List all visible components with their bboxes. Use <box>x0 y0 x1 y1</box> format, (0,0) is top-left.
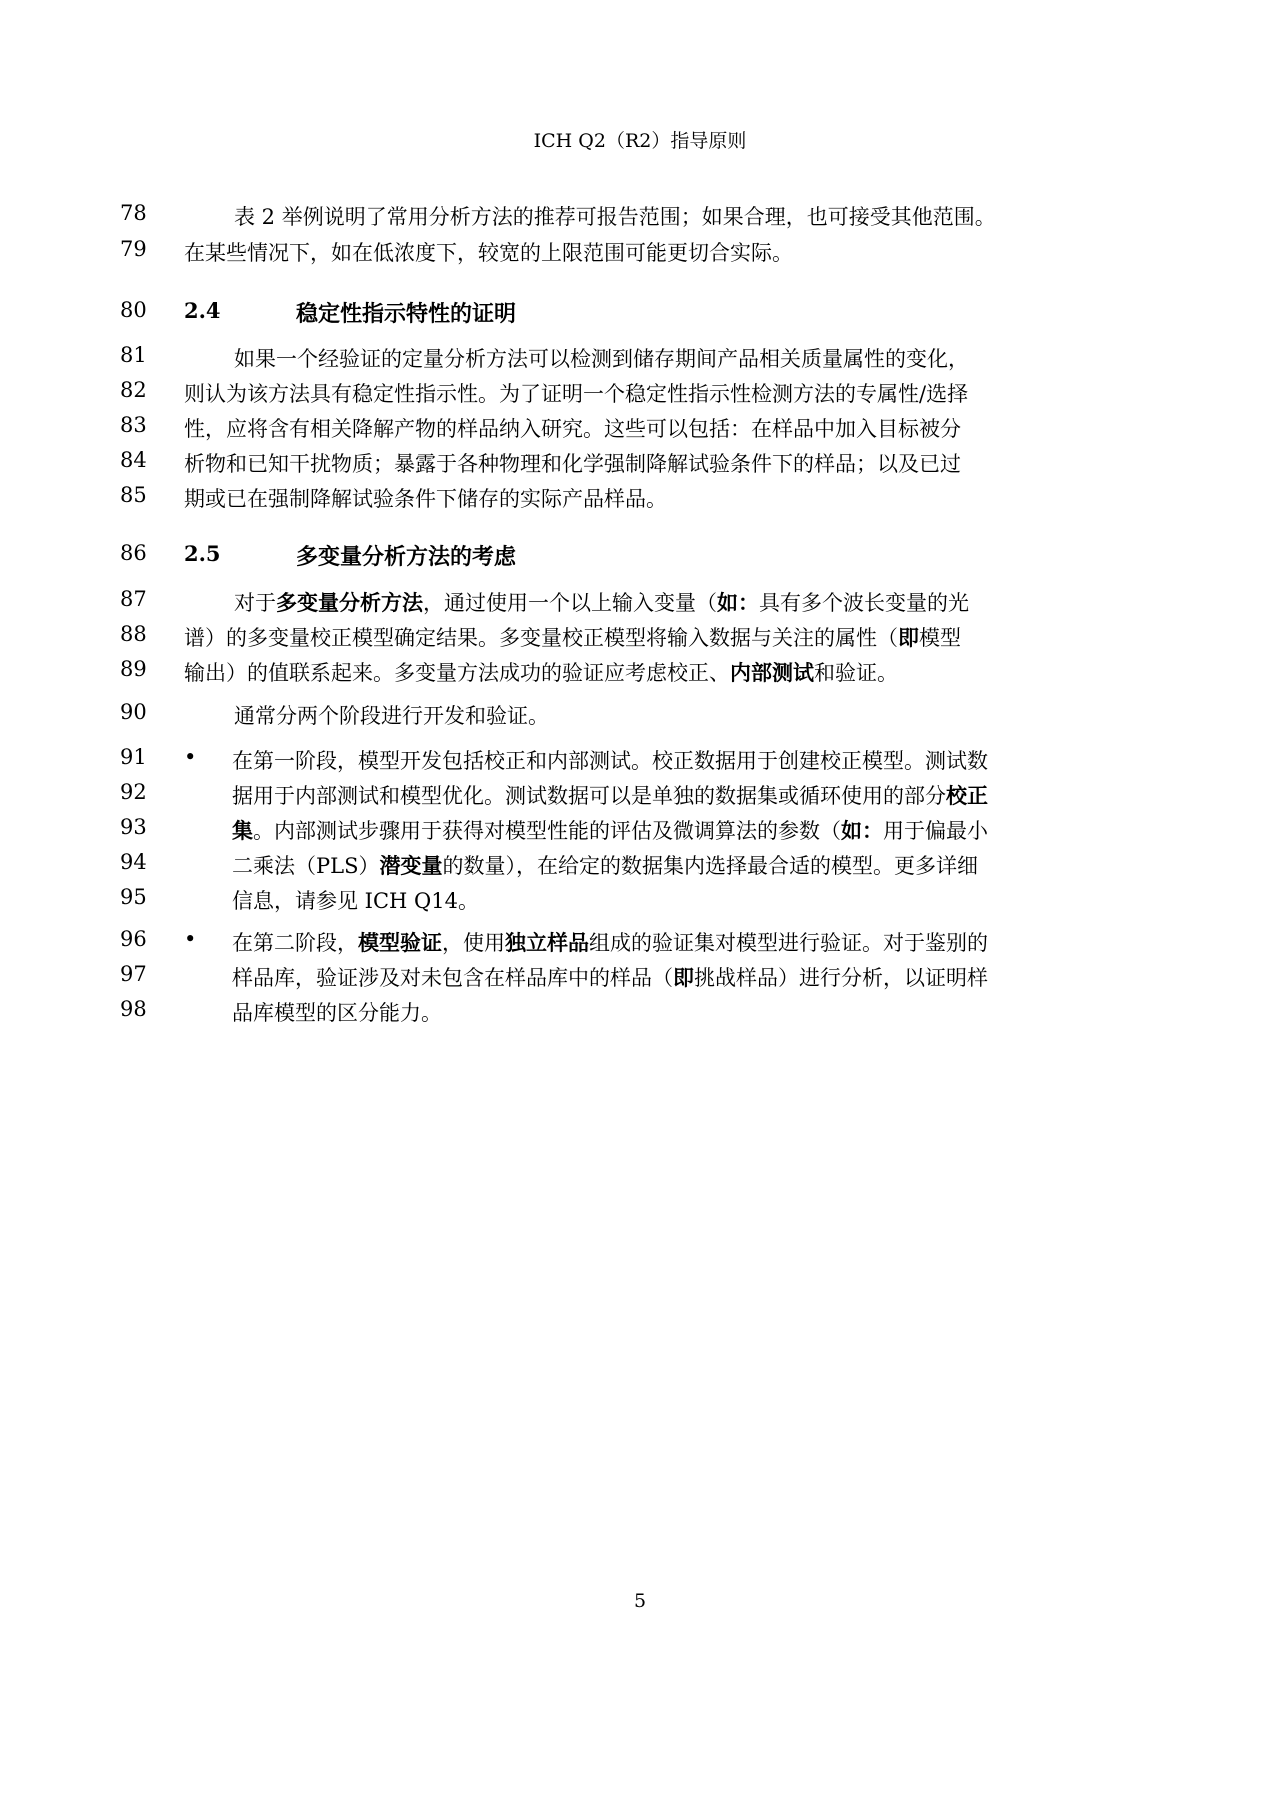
line-number: 84 <box>120 448 147 472</box>
text-run: 二乘法（PLS） <box>232 854 380 878</box>
text-run: 输出）的值联系起来。多变量方法成功的验证应考虑校正、 <box>184 661 730 685</box>
line-number: 95 <box>120 885 147 909</box>
line-number: 81 <box>120 343 147 367</box>
page-header: ICH Q2（R2）指导原则 <box>533 130 747 152</box>
text-run: ，使用 <box>442 931 505 955</box>
bold-term: 即 <box>673 965 694 990</box>
line-number: 82 <box>120 378 147 402</box>
text-run: 具有多个波长变量的光 <box>759 591 969 615</box>
line-number: 85 <box>120 483 147 507</box>
body-text-line <box>232 815 988 845</box>
line-number: 96 <box>120 927 147 951</box>
bold-term: 模型验证 <box>358 930 442 955</box>
text-run: 据用于内部测试和模型优化。测试数据可以是单独的数据集或循环使用的部分 <box>232 784 946 808</box>
text-run: 组成的验证集对模型进行验证。对于鉴别的 <box>589 931 988 955</box>
line-number: 86 <box>120 541 147 565</box>
bullet-icon: • <box>184 745 197 769</box>
body-text-line: 析物和已知干扰物质；暴露于各种物理和化学强制降解试验条件下的样品；以及已过 <box>184 452 961 476</box>
bold-term: 即 <box>898 625 919 650</box>
text-run: 和验证。 <box>814 661 898 685</box>
section-heading: 多变量分析方法的考虑 <box>296 544 517 570</box>
body-text-line <box>184 622 961 652</box>
text-run: 。内部测试步骤用于获得对模型性能的评估及微调算法的参数（ <box>253 819 841 843</box>
bold-term: 如： <box>717 590 759 615</box>
line-number: 90 <box>120 700 147 724</box>
body-text-line <box>234 587 969 617</box>
line-number: 89 <box>120 657 147 681</box>
text-run: 挑战样品）进行分析，以证明样 <box>694 966 988 990</box>
bold-term: 内部测试 <box>730 660 814 685</box>
body-text-line: 信息，请参见 ICH Q14。 <box>232 889 479 913</box>
body-text-line: 如果一个经验证的定量分析方法可以检测到储存期间产品相关质量属性的变化， <box>234 347 969 371</box>
body-text-line: 在第一阶段，模型开发包括校正和内部测试。校正数据用于创建校正模型。测试数 <box>232 749 988 773</box>
line-number: 93 <box>120 815 147 839</box>
line-number: 94 <box>120 850 147 874</box>
body-text-line <box>184 657 898 687</box>
body-text-line: 表 2 举例说明了常用分析方法的推荐可报告范围；如果合理，也可接受其他范围。 <box>234 205 996 229</box>
body-text-line: 在某些情况下，如在低浓度下，较宽的上限范围可能更切合实际。 <box>184 241 793 265</box>
body-text-line: 品库模型的区分能力。 <box>232 1001 442 1025</box>
line-number: 88 <box>120 622 147 646</box>
body-text-line: 性，应将含有相关降解产物的样品纳入研究。这些可以包括：在样品中加入目标被分 <box>184 417 961 441</box>
bold-term: 多变量分析方法 <box>276 590 423 615</box>
body-text-line <box>232 962 988 992</box>
line-number: 98 <box>120 997 147 1021</box>
line-number: 97 <box>120 962 147 986</box>
line-number: 92 <box>120 780 147 804</box>
line-number: 91 <box>120 745 147 769</box>
section-number: 2.5 <box>184 541 221 566</box>
text-run: 的数量），在给定的数据集内选择最合适的模型。更多详细 <box>442 854 978 878</box>
text-run: 对于 <box>234 591 276 615</box>
text-run: 模型 <box>919 626 961 650</box>
body-text-line <box>232 850 978 880</box>
text-run: 在第二阶段， <box>232 931 358 955</box>
line-number: 79 <box>120 237 147 261</box>
page-number: 5 <box>633 1590 647 1612</box>
line-number: 78 <box>120 201 147 225</box>
body-text-line: 期或已在强制降解试验条件下储存的实际产品样品。 <box>184 487 667 511</box>
bold-term: 如： <box>841 818 883 843</box>
bullet-icon: • <box>184 927 197 951</box>
body-text-line: 则认为该方法具有稳定性指示性。为了证明一个稳定性指示性检测方法的专属性/选择 <box>184 382 969 406</box>
body-text-line: 通常分两个阶段进行开发和验证。 <box>234 704 549 728</box>
text-run: 谱）的多变量校正模型确定结果。多变量校正模型将输入数据与关注的属性（ <box>184 626 898 650</box>
text-run: 用于偏最小 <box>883 819 988 843</box>
bold-term: 集 <box>232 818 253 843</box>
section-number: 2.4 <box>184 298 221 323</box>
body-text-line <box>232 927 988 957</box>
text-run: ，通过使用一个以上输入变量（ <box>423 591 717 615</box>
line-number: 87 <box>120 587 147 611</box>
text-run: 样品库，验证涉及对未包含在样品库中的样品（ <box>232 966 673 990</box>
body-text-line <box>232 780 988 810</box>
section-heading: 稳定性指示特性的证明 <box>296 301 517 327</box>
bold-term: 校正 <box>946 783 988 808</box>
line-number: 83 <box>120 413 147 437</box>
bold-term: 潜变量 <box>379 853 443 878</box>
line-number: 80 <box>120 298 147 322</box>
bold-term: 独立样品 <box>505 930 589 955</box>
